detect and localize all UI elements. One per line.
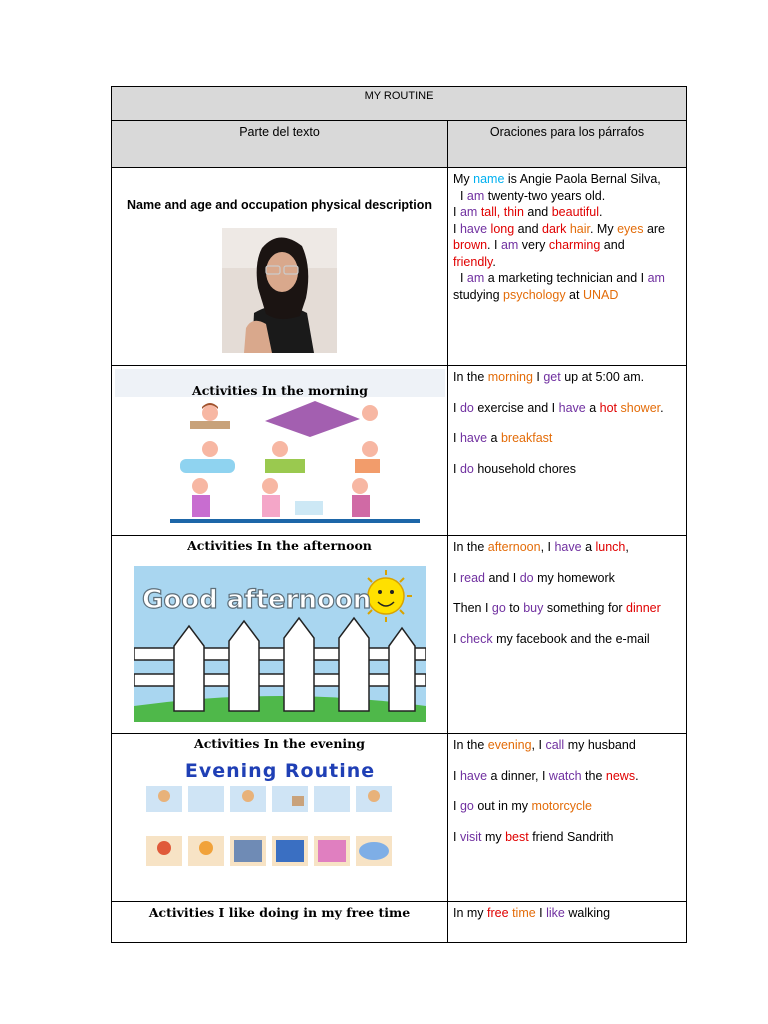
sentence-word: hot	[599, 400, 618, 415]
sentence-word: , I	[531, 738, 546, 752]
row-1-left	[112, 168, 448, 366]
row-label-free-time: Activities I like doing in my free time	[148, 905, 411, 920]
sentence-word: lunch	[595, 540, 626, 554]
sentence-word: visit	[459, 829, 482, 844]
sentence-word: breakfast	[500, 431, 553, 445]
sentence-word: free	[487, 906, 509, 920]
sentence-word: morning	[487, 370, 533, 384]
sentence-line	[453, 737, 681, 754]
sentence-word: and	[523, 205, 552, 219]
sentence-word: motorcycle	[531, 799, 592, 813]
sentence-word: have	[459, 768, 488, 783]
sentence-word: I	[453, 400, 460, 415]
sentence-word: twenty-two years old.	[484, 188, 606, 203]
sentence-word: I	[453, 431, 460, 445]
column-header-left: Parte del texto	[112, 121, 448, 168]
sentence-word: is Angie Paola Bernal Silva,	[504, 172, 661, 186]
sentence-word: have	[459, 431, 488, 445]
sentence-line	[453, 600, 681, 617]
sentence-word: I	[453, 829, 460, 844]
row-3-left	[112, 536, 448, 734]
sentence-word: .	[598, 205, 603, 219]
row-4-sentences	[448, 734, 687, 902]
sentence-word: go	[459, 799, 474, 813]
sentence-word: get	[543, 370, 561, 384]
sentence-word: have	[558, 400, 586, 415]
sentence-line	[453, 369, 681, 386]
row-label-afternoon: Activities In the afternoon	[187, 538, 372, 553]
sentence-line	[453, 430, 681, 447]
sentence-line	[453, 631, 681, 648]
sentence-line	[453, 237, 681, 254]
sentence-line	[453, 171, 681, 188]
row-4-left	[112, 734, 448, 902]
sentence-word: .	[660, 400, 664, 415]
sentence-word: In the	[453, 540, 488, 554]
sentence-word: dinner	[626, 601, 661, 615]
sentence-word: a	[581, 540, 596, 554]
sentence-word: I	[453, 188, 467, 203]
sentence-word: and	[514, 221, 542, 236]
sentence-line	[453, 270, 681, 287]
sentence-word: charming	[548, 238, 601, 252]
sentence-word: UNAD	[582, 287, 619, 302]
row-label-evening: Activities In the evening	[194, 736, 365, 751]
sentence-line	[453, 287, 681, 304]
sentence-word: friend Sandrith	[528, 829, 614, 844]
sentence-word: am	[459, 205, 478, 219]
sentence-word: In the	[453, 370, 488, 384]
sentence-word: and I	[484, 570, 520, 585]
sentence-word: time	[512, 906, 536, 920]
sentence-word: evening	[487, 738, 532, 752]
sentence-word: hair	[569, 221, 590, 236]
sentence-word: my facebook and the e-mail	[492, 631, 650, 646]
sentence-line	[453, 400, 681, 417]
good-afternoon-text: Good afternoon	[142, 585, 372, 615]
sentence-word: my	[481, 829, 506, 844]
sentence-word: a marketing technician and I	[484, 271, 648, 285]
sentence-word: , I	[540, 540, 555, 554]
row-2-left	[112, 366, 448, 536]
sentence-word: . I	[487, 238, 501, 252]
sentence-word: best	[505, 829, 529, 844]
sentence-word: out in my	[473, 799, 532, 813]
row-label-description: Name and age and occupation physical description	[127, 198, 432, 212]
sentence-word: tall, thin	[480, 205, 524, 219]
routine-table	[111, 86, 687, 943]
sentence-word: a dinner, I	[487, 768, 549, 783]
morning-illustration	[115, 369, 445, 529]
sentence-word: I	[453, 461, 460, 476]
sentence-word: afternoon	[487, 540, 541, 554]
sentence-word: friendly	[453, 254, 493, 269]
row-5-sentences	[448, 902, 687, 943]
sentence-word: .	[492, 254, 496, 269]
sentence-word: do	[459, 400, 474, 415]
sentence-word: am	[466, 188, 485, 203]
sentence-line	[453, 254, 681, 271]
column-header-right: Oraciones para los párrafos	[448, 121, 687, 168]
sentence-word: up at 5:00 am.	[560, 370, 645, 384]
profile-photo	[222, 228, 337, 353]
sentence-word: In the	[453, 738, 488, 752]
sentence-word: a	[585, 400, 600, 415]
row-1-sentences	[448, 168, 687, 366]
sentence-word: I	[453, 799, 460, 813]
sentence-word: In my	[453, 906, 488, 920]
sentence-word: at	[565, 287, 583, 302]
sentence-word: psychology	[503, 287, 566, 302]
sentence-word: do	[519, 570, 534, 585]
sentence-word: call	[545, 738, 565, 752]
row-2-sentences	[448, 366, 687, 536]
sentence-word: and	[600, 238, 625, 252]
sentence-word: . My	[589, 221, 618, 236]
sentence-word: studying	[453, 287, 504, 302]
sentence-word: I	[535, 906, 547, 920]
sentence-word: watch	[548, 768, 582, 783]
sentence-word: I	[453, 271, 467, 285]
sentence-word: my homework	[533, 570, 615, 585]
sentence-line	[453, 188, 681, 205]
sentence-word: to	[505, 601, 524, 615]
sentence-word: have	[459, 221, 488, 236]
sentence-word: My	[453, 172, 474, 186]
row-5-left	[112, 902, 448, 943]
table-title: MY ROUTINE	[112, 87, 687, 121]
sentence-line	[453, 570, 681, 587]
sentence-word: am	[466, 271, 485, 285]
sentence-word: like	[546, 906, 565, 920]
sentence-word: long	[490, 221, 515, 236]
sentence-word: have	[554, 540, 582, 554]
sentence-word: I	[453, 631, 460, 646]
sentence-word: something for	[543, 601, 627, 615]
sentence-word: .	[635, 768, 639, 783]
sentence-word: I	[453, 205, 460, 219]
sentence-word: do	[459, 461, 474, 476]
sentence-line	[453, 798, 681, 815]
sentence-word: news	[605, 768, 636, 783]
sentence-line	[453, 461, 681, 478]
sentence-word: a	[487, 431, 501, 445]
sentence-word: am	[647, 271, 665, 285]
sentence-line	[453, 829, 681, 846]
row-3-sentences	[448, 536, 687, 734]
sentence-word: read	[459, 570, 485, 585]
sentence-word: go	[491, 601, 506, 615]
sentence-word: ,	[625, 540, 629, 554]
sentence-word: the	[581, 768, 606, 783]
evening-routine-illustration	[142, 760, 418, 900]
sentence-word: am	[500, 238, 519, 252]
sentence-line	[453, 768, 681, 785]
sentence-word: name	[473, 172, 505, 186]
sentence-line	[453, 905, 681, 922]
good-afternoon-illustration	[134, 566, 426, 722]
sentence-word: I	[453, 768, 460, 783]
sentence-line	[453, 539, 681, 556]
sentence-word: brown	[453, 238, 488, 252]
sentence-word: Then I	[453, 601, 492, 615]
evening-routine-title: Evening Routine	[184, 760, 376, 782]
sentence-line	[453, 204, 681, 221]
sentence-word: walking	[564, 906, 611, 920]
sentence-word: beautiful	[551, 205, 599, 219]
sentence-word: shower	[620, 400, 661, 415]
sentence-word: check	[459, 631, 493, 646]
sentence-word: exercise and I	[473, 400, 559, 415]
sentence-line	[453, 221, 681, 238]
sentence-word: I	[532, 370, 544, 384]
sentence-word: I	[453, 221, 460, 236]
sentence-word: very	[518, 238, 549, 252]
sentence-word: I	[453, 570, 460, 585]
sentence-word: eyes	[617, 221, 644, 236]
sentence-word: dark	[542, 221, 567, 236]
row-label-morning: Activities In the morning	[192, 383, 368, 398]
sentence-word: household chores	[473, 461, 577, 476]
sentence-word: buy	[523, 601, 544, 615]
sentence-word: my husband	[564, 738, 636, 752]
sentence-word: are	[643, 221, 666, 236]
